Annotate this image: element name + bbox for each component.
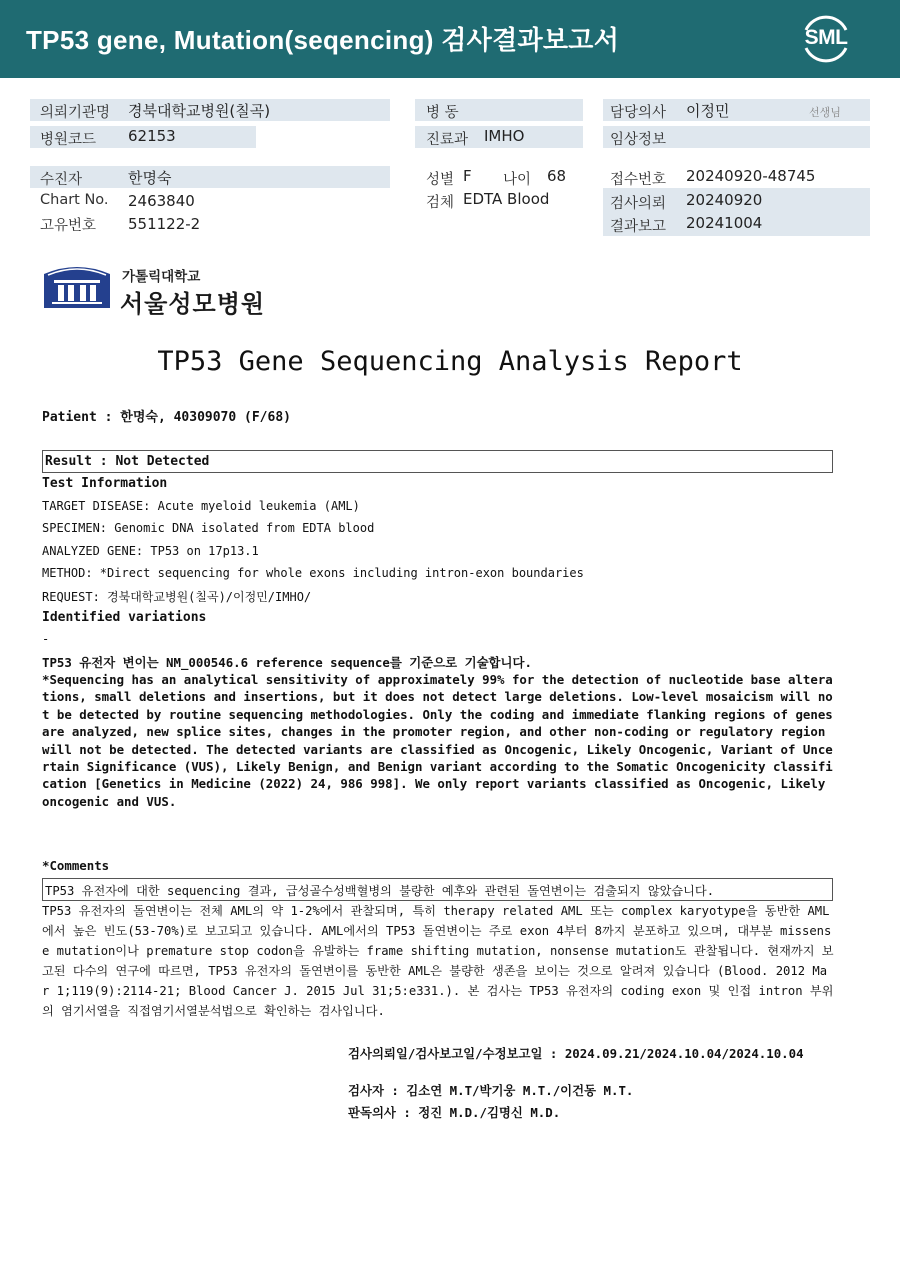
comment-box	[42, 878, 833, 901]
reference-line: TP53 유전자 변이는 NM_000546.6 reference sequence를 기준으로 기술합니다.	[42, 655, 532, 670]
chart-label: Chart No.	[40, 192, 109, 208]
specimen-line: SPECIMEN: Genomic DNA isolated from EDTA blood	[42, 521, 375, 535]
hospital-university: 가톨릭대학교	[122, 269, 201, 285]
specimen-label: 검체	[426, 195, 455, 211]
doctor-value: 이정민	[686, 102, 730, 120]
target-disease: TARGET DISEASE: Acute myeloid leukemia (AML)	[42, 499, 360, 513]
clinical-label: 임상정보	[610, 132, 667, 148]
comments-heading: *Comments	[42, 858, 110, 873]
analyzed-gene: ANALYZED GENE: TP53 on 17p13.1	[42, 544, 259, 558]
specimen-value: EDTA Blood	[463, 190, 550, 208]
sml-logo	[798, 12, 854, 66]
report-value: 20241004	[686, 214, 763, 232]
result-line: Result : Not Detected	[45, 454, 210, 469]
sensitivity-note: *Sequencing has an analytical sensitivity of approximately 99% for the detection of nucleotide base alterations, small deletions and insertions, but it does not detect large deletions. Low-level mosaicism will not be detected by routine sequencing methodologies. Only the coding and immediate flanking regions of genes are analyzed, new splice sites, changes in the promoter region, and other non-coding or regulatory region will not be detected. The detected variants are classified as Oncogenic, Likely Oncogenic, Variant of Uncertain Significance (VUS), Likely Benign, and Benign variant according to the Somatic Oncogenicity classification [Genetics in Medicine (2022) 24, 986 998]. We only report variants classified as Oncogenic, Likely oncogenic and VUS.	[42, 672, 833, 809]
doctor-suffix: 선생님	[809, 106, 841, 119]
test-info-heading: Test Information	[42, 476, 168, 491]
hospital-name: 서울성모병원	[120, 290, 266, 318]
page-title: TP53 gene, Mutation(seqencing) 검사결과보고서	[26, 25, 620, 55]
method-line: METHOD: *Direct sequencing for whole exons including intron-exon boundaries	[42, 566, 584, 580]
unique-label: 고유번호	[40, 218, 97, 234]
patient-line: Patient : 한명숙, 40309070 (F/68)	[42, 410, 291, 425]
unique-value: 551122-2	[128, 215, 201, 233]
patient-value: 한명숙	[128, 169, 172, 187]
doctor-label: 담당의사	[610, 105, 667, 121]
report-title: TP53 Gene Sequencing Analysis Report	[157, 346, 743, 377]
receipt-label: 접수번호	[610, 172, 667, 188]
result-box	[42, 450, 833, 473]
identified-heading: Identified variations	[42, 610, 207, 625]
patient-bar	[30, 166, 390, 188]
hospital-code-value: 62153	[128, 127, 176, 145]
sml-logo-text: SML	[804, 26, 848, 49]
age-label: 나이	[503, 172, 532, 188]
hospital-code-label: 병원코드	[40, 132, 97, 148]
request-line: REQUEST: 경북대학교병원(칠곡)/이정민/IMHO/	[42, 590, 312, 604]
identified-value: -	[42, 632, 50, 646]
chart-value: 2463840	[128, 192, 195, 210]
age-value: 68	[547, 167, 567, 185]
sex-value: F	[463, 167, 472, 185]
reviewer-line: 판독의사 : 정진 M.D./김명신 M.D.	[348, 1105, 561, 1120]
request-value: 20240920	[686, 191, 763, 209]
header-bar	[0, 0, 900, 78]
report-label: 결과보고	[610, 219, 667, 235]
receipt-value: 20240920-48745	[686, 167, 816, 185]
examiner-line: 검사자 : 김소연 M.T/박기웅 M.T./이건동 M.T.	[348, 1083, 634, 1098]
comment-box-text: TP53 유전자에 대한 sequencing 결과, 급성골수성백혈병의 불량한 예후와 관련된 돌연변이는 검출되지 않았습니다.	[45, 884, 715, 898]
request-label: 검사의뢰	[610, 196, 667, 212]
institution-value: 경북대학교병원(칠곡)	[128, 102, 271, 120]
patient-label: 수진자	[40, 172, 83, 188]
ward-label: 병 동	[426, 105, 459, 121]
sex-label: 성별	[426, 172, 455, 188]
dates-line: 검사의뢰일/검사보고일/수정보고일 : 2024.09.21/2024.10.04/2024.10.04	[348, 1046, 804, 1061]
institution-label: 의뢰기관명	[40, 105, 111, 121]
hospital-emblem	[42, 262, 112, 314]
department-label: 진료과	[426, 132, 469, 148]
comment-body: TP53 유전자의 돌연변이는 전체 AML의 약 1-2%에서 관찰되며, 특히 therapy related AML 또는 complex karyotype을 동반한 AML에서 높은 빈도(53-70%)로 보고되고 있습니다. AML에서의 TP53 돌연변이는 주로 exon 4부터 8까지 분포하고 있으며, 대부분 missense mutation이나 premature stop codon을 유발하는 frame shifting mutation, nonsense mutation도 관찰됩니다. 현재까지 보고된 다수의 연구에 따르면, TP53 유전자의 돌연변이를 동반한 AML은 불량한 생존을 보이는 것으로 알려져 있습니다 (Blood. 2012 Mar 1;119(9):2114-21; Blood Cancer J. 2015 Jul 31;5:e331.). 본 검사는 TP53 유전자의 coding exon 및 인접 intron 부위의 염기서열을 직접염기서열분석법으로 확인하는 검사입니다.	[42, 904, 834, 1018]
department-value: IMHO	[484, 127, 525, 145]
